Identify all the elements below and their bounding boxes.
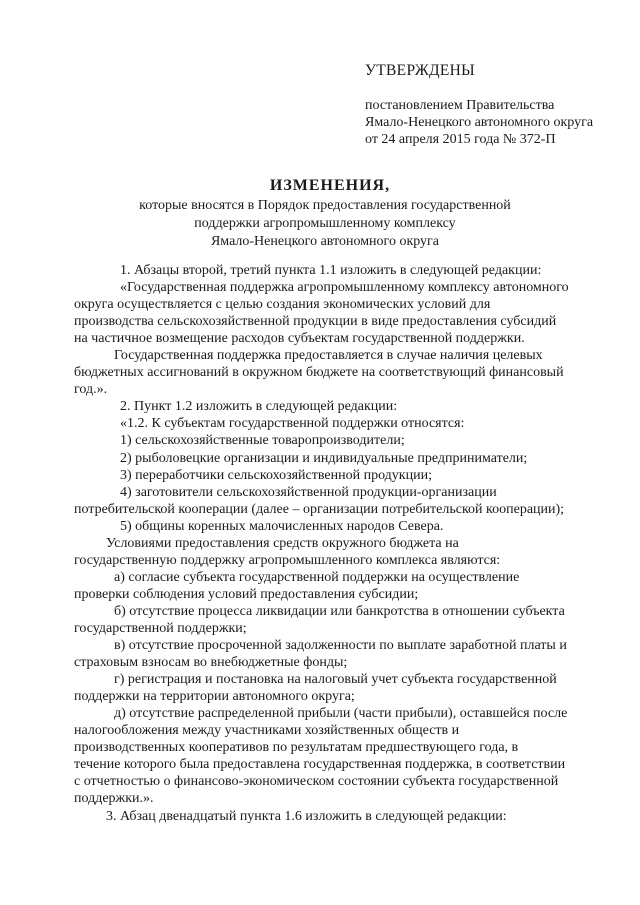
body-line: налогообложения между участниками хозяйственных обществ и <box>74 723 460 739</box>
body-line: в) отсутствие просроченной задолженности по выплате заработной платы и <box>114 638 567 654</box>
body-line: год.». <box>74 382 108 398</box>
document-body <box>74 262 606 825</box>
body-line: поддержки.». <box>74 791 154 807</box>
body-line: производственных кооперативов по результатам предшествующего года, в <box>74 740 519 756</box>
body-line: «1.2. К субъектам государственной поддержки относятся: <box>120 416 465 432</box>
body-line: 2. Пункт 1.2 изложить в следующей редакции: <box>120 399 398 415</box>
body-line: б) отсутствие процесса ликвидации или банкротства в отношении субъекта <box>114 603 565 619</box>
body-line: 1) сельскохозяйственные товаропроизводители; <box>120 433 405 449</box>
approval-line: Ямало-Ненецкого автономного округа <box>365 115 594 130</box>
document-subtitle-line: которые вносятся в Порядок предоставления государственной <box>139 198 511 213</box>
body-line: округа осуществляется с целью создания экономических условий для <box>74 297 491 313</box>
body-line: проверки соблюдения условий предоставления субсидии; <box>74 586 419 602</box>
body-line: 1. Абзацы второй, третий пункта 1.1 изложить в следующей редакции: <box>120 263 542 278</box>
body-line: а) согласие субъекта государственной поддержки на осуществление <box>114 569 520 585</box>
body-line: 3) переработчики сельскохозяйственной продукции; <box>120 467 432 483</box>
body-line: Государственная поддержка предоставляется в случае наличия целевых <box>114 348 543 364</box>
body-line: с отчетностью о финансово-экономическом состоянии субъекта государственной <box>74 774 559 790</box>
document-subtitle-line: поддержки агропромышленному комплексу <box>194 216 456 231</box>
approval-title: УТВЕРЖДЕНЫ <box>365 62 475 79</box>
document-heading <box>60 175 590 251</box>
body-line: 3. Абзац двенадцатый пункта 1.6 изложить в следующей редакции: <box>106 808 507 824</box>
body-line: государственную поддержку агропромышленного комплекса являются: <box>74 552 501 568</box>
approval-line: постановлением Правительства <box>365 98 555 113</box>
body-line: страховым взносам во внебюджетные фонды; <box>74 655 348 671</box>
body-line: потребительской кооперации (далее – организации потребительской кооперации); <box>74 501 565 517</box>
body-line: на частичное возмещение расходов субъектам государственной поддержки. <box>74 331 525 347</box>
body-line: государственной поддержки; <box>74 620 247 636</box>
body-line: бюджетных ассигнований в окружном бюджете на соответствующий финансовый <box>74 365 564 381</box>
body-line: поддержки на территории автономного округа; <box>74 689 355 705</box>
body-line: производства сельскохозяйственной продукции в виде предоставления субсидий <box>74 314 557 330</box>
body-line: 4) заготовители сельскохозяйственной продукции-организации <box>120 484 497 500</box>
document-title: ИЗМЕНЕНИЯ, <box>269 177 391 194</box>
body-line: «Государственная поддержка агропромышленному комплексу автономного <box>120 280 569 296</box>
body-line: д) отсутствие распределенной прибыли (части прибыли), оставшейся после <box>114 706 568 722</box>
document-subtitle-line: Ямало-Ненецкого автономного округа <box>210 234 440 249</box>
body-line: г) регистрация и постановка на налоговый учет субъекта государственной <box>114 672 557 688</box>
body-line: течение которого была предоставлена государственная поддержка, в соответствии <box>74 757 566 773</box>
approval-block <box>0 0 640 160</box>
approval-line: от 24 апреля 2015 года № 372-П <box>365 132 556 147</box>
body-line: 2) рыболовецкие организации и индивидуальные предприниматели; <box>120 450 528 466</box>
body-line: Условиями предоставления средств окружного бюджета на <box>106 535 459 551</box>
body-line: 5) общины коренных малочисленных народов Севера. <box>120 518 444 534</box>
